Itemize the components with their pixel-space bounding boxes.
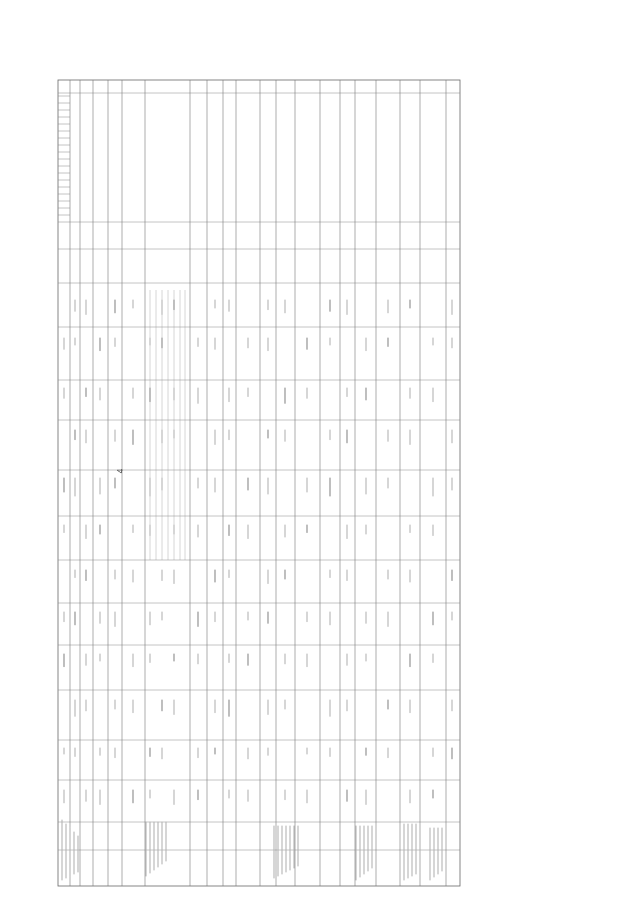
page-number: 4 [116,468,125,474]
illegible-cell-text [62,300,452,880]
table-column-separators [70,80,446,886]
table-header-separators [58,96,70,215]
